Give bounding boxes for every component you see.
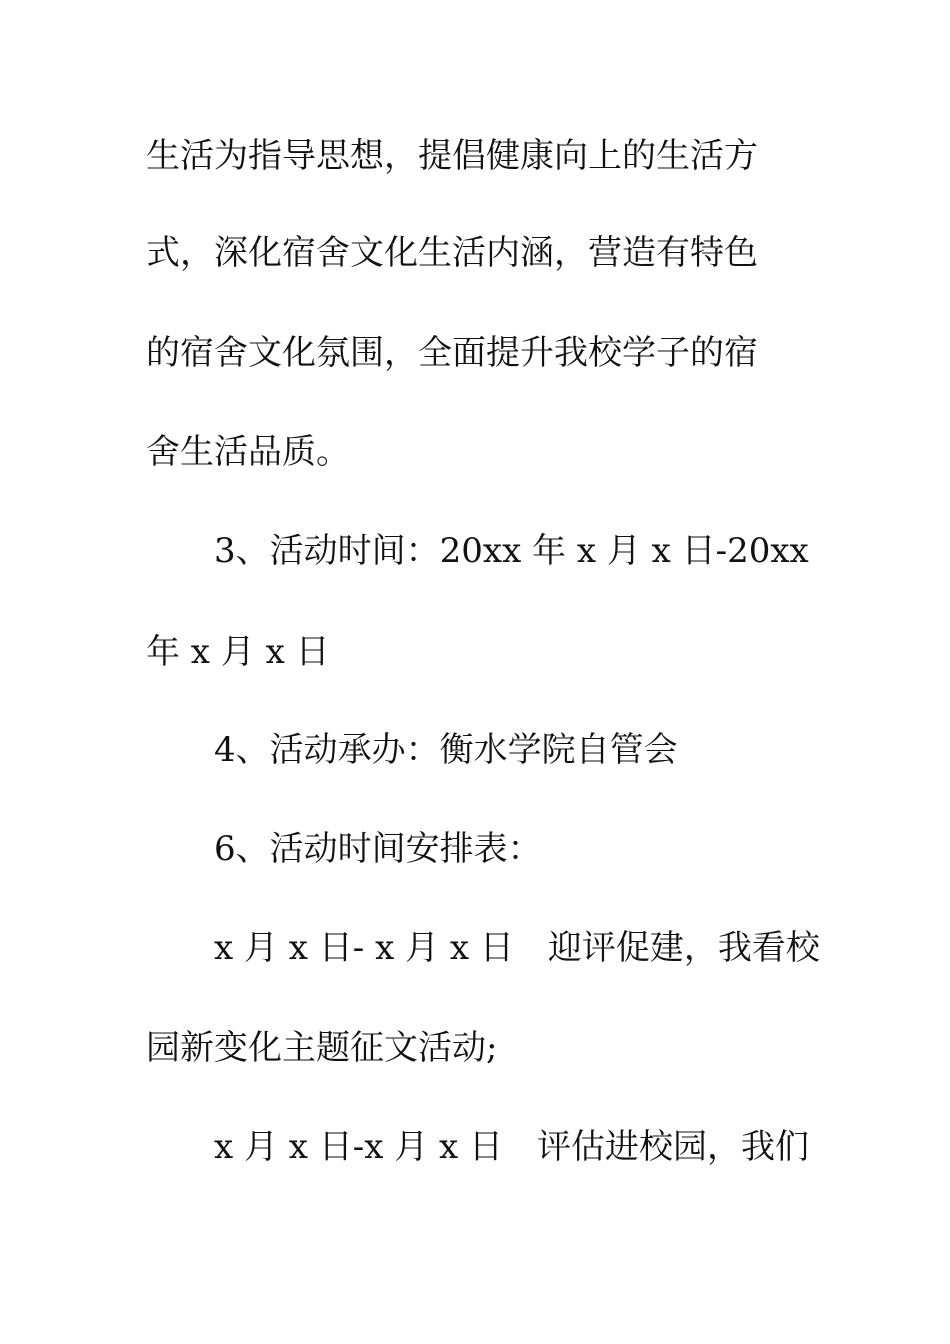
paragraph-line: 式，深化宿舍文化生活内涵，营造有特色 [146, 233, 758, 273]
schedule-item-line: x 月 x 日-x 月 x 日 评估进校园，我们 [214, 1127, 810, 1167]
schedule-heading: 6、活动时间安排表： [214, 829, 542, 869]
paragraph-line: 的宿舍文化氛围，全面提升我校学子的宿 [146, 333, 758, 373]
schedule-item-line: x 月 x 日- x 月 x 日 迎评促建，我看校 [214, 928, 820, 968]
paragraph-line: 舍生活品质。 [146, 432, 350, 472]
activity-organizer-line: 4、活动承办：衡水学院自管会 [214, 730, 678, 770]
activity-time-continuation: 年 x 月 x 日 [146, 632, 330, 672]
activity-time-line: 3、活动时间：20xx 年 x 月 x 日-20xx [214, 531, 809, 571]
schedule-item-continuation: 园新变化主题征文活动; [146, 1028, 498, 1068]
paragraph-line: 生活为指导思想，提倡健康向上的生活方 [146, 136, 758, 176]
